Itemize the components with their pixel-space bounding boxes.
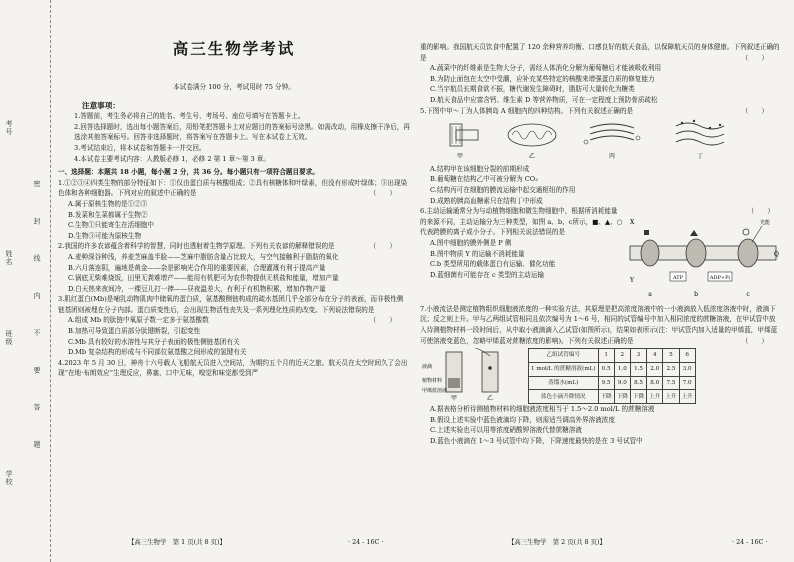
- name-label: 姓名: [5, 250, 13, 266]
- test-tube-figure: [420, 348, 520, 404]
- option: D.成熟的胰高血糖素只在结构丁中形成: [430, 196, 543, 205]
- table-cell: 3.0: [679, 362, 695, 376]
- question-3: [58, 294, 410, 358]
- table-cell: 下降: [630, 390, 646, 404]
- table-cell: 1: [598, 349, 614, 363]
- option: B.加热可导致蛋白质部分肽键断裂，引起变性: [68, 327, 201, 336]
- option: A.组成 Mb 的肽链中氧原子数一定多于氨基酸数: [68, 316, 209, 325]
- page-2-code: · 24 - 16C ·: [732, 538, 768, 547]
- question-stem: 6.主动运输通常分为与动植物细胞和微生物细胞中，根据所消耗能量的来源不同，主动运输分为三种类型，如图 a、b、c所示，■、▲、○代表跨膜的离子或小分子。下列相关说法错误的是: [420, 207, 623, 237]
- tube-jia-label: 甲: [450, 395, 458, 403]
- table-cell: 上升: [647, 390, 663, 404]
- exam-subtitle: 本试卷满分 100 分，考试用时 75 分钟。: [173, 83, 295, 91]
- answer-paren: （ ）: [741, 106, 768, 115]
- table-cell: 蓝色小滴升降情况: [529, 390, 599, 404]
- table-cell: 上升: [679, 390, 695, 404]
- option: D.蓝色小液滴在 1～3 号试管中均下降，下降速度最快的是在 3 号试管中: [430, 436, 643, 445]
- note-item: 4.本试卷主要考试内容：人教版必修 1，必修 2 第 1 章～第 3 章。: [74, 154, 270, 163]
- question-stem: 1.①②③④四类生物的部分特征如下：①仅由蛋白质与核酸组成；②具有核糖体和叶绿素，但没有形成叶绿体；③出现染色体和各种细胞器。下列对应的叙述中正确的是: [58, 178, 408, 198]
- adp-label: ADP+Pi: [709, 275, 731, 282]
- answer-paren: （ ）: [369, 242, 396, 251]
- option: B.六月落连阴，遍地是黄金——杂是影响光合作用的重要因素，合理灌溉有利于提高产量: [68, 263, 326, 272]
- question-4-start: [58, 358, 410, 379]
- type-a-label: a: [648, 291, 652, 299]
- question-4-cont: [420, 42, 782, 106]
- question-6: [420, 206, 782, 304]
- table-cell: 上升: [663, 390, 679, 404]
- table-cell: 8.0: [647, 376, 663, 390]
- table-cell: 1.0: [614, 362, 630, 376]
- page-1-code: · 24 - 16C ·: [348, 538, 384, 547]
- option: C.当宇航员长期食欲不振，糖代谢发生障碍时，脂肪可大量转化为糖类: [430, 85, 635, 94]
- question-7: [420, 304, 782, 447]
- type-b-label: b: [694, 291, 698, 299]
- tube-yi-label: 乙: [486, 395, 494, 403]
- table-cell: 9.5: [598, 376, 614, 390]
- note-item: 2.回答选择题时，选出每小题答案后，用铅笔把答题卡上对应题目的答案标号涂黑。如需改动，用橡皮擦干净后，再选涂其他答案标号。回答非选择题时，将答案写在答题卡上。写在本试卷上无效。: [74, 122, 410, 142]
- option: A.麦种深谷种浅，养麦芝麻盖半脸——芝麻中脂肪含量占比较大，与空气接触利于脂肪的氧化: [68, 252, 339, 261]
- question-stem: 重的影响。我国航天员饮食中配置了 120 余种营养均衡、口感良好的航天食品，以保障航天员的身体健康。下列叙述正确的是: [420, 43, 780, 62]
- note-item: 3.考试结束后，将本试卷和答题卡一并交回。: [74, 143, 206, 152]
- fig-label-ding: 丁: [696, 153, 704, 161]
- page-2-column: [420, 0, 782, 562]
- table-row: [529, 390, 696, 404]
- option: B.葡萄糖在结构乙中可被分解为 CO₂: [430, 175, 538, 184]
- page-1-column: [58, 0, 410, 562]
- page-1-footer: 【高三生物学 第 1 页(共 8 页)】: [128, 538, 226, 547]
- option: B.为防止面包在太空中受潮，应补充某些特定的核酸来增强蛋白质的修复能力: [430, 74, 655, 83]
- option: D.Mb 复杂结构的形成与不同部位氨基酸之间形成的氢键有关: [68, 348, 247, 357]
- option: C.结构丙可在细胞的膜流运输中起交通枢纽的作用: [430, 185, 576, 194]
- table-cell: 6: [679, 349, 695, 363]
- question-5: [420, 106, 782, 207]
- page-2-footer: 【高三生物学 第 2 页(共 8 页)】: [508, 538, 606, 547]
- table-cell: 3: [630, 349, 646, 363]
- table-cell: 乙组试管编号: [529, 349, 599, 363]
- option: A.图中细胞的膜外侧是 P 侧: [430, 238, 512, 247]
- table-cell: 2.0: [647, 362, 663, 376]
- option: B.图中物质 Y 的运输不消耗能量: [430, 249, 525, 258]
- question-stem: 2.我国的许多农谚蕴含着科学的智慧，同时也透射着生物学原理。下列有关农谚的解释错误的是: [58, 242, 335, 251]
- option: C.上述实验也可以用等浓度硝酸钾溶液代替蔗糖溶液: [430, 426, 582, 435]
- table-cell: 0.5: [598, 362, 614, 376]
- seal-line-text: 密 封 线 内 不 要 答 题: [33, 180, 41, 462]
- option: C.Mb 具有较好的水溶性与其分子表面的极性侧链基团有关: [68, 337, 240, 346]
- table-cell: 9.0: [614, 376, 630, 390]
- section-heading: 一、选择题：本题共 18 小题，每小题 2 分，共 36 分。每小题只有一项符合题目要求。: [58, 168, 319, 177]
- question-stem: 7.小液流法是测定植物组织细胞液浓度的一种实验方法，其原理是把高浓度溶液中的一小液滴放入低浓度溶液中时，液滴下沉；反之则上升。甲与乙两组试管相同且依次编号为 1～6 号，相同的试管编号中加入相同浓度的蔗糖溶液，在甲试管中放入待测植物材料一段时间后，从中取小液滴滴入乙试管(如图所示)，结果如表所示(注：甲试管内加入适量的甲烯蓝，甲烯蓝可使溶液变蓝色，忽略甲烯蓝对蔗糖浓度的影响)。下列有关叙述正确的是: [420, 304, 778, 345]
- option: D.航天食品中应富含钙、维生素 D 等营养物质，可在一定程度上预防骨质疏松: [430, 95, 658, 104]
- fig-label-yi: 乙: [528, 153, 536, 161]
- organelle-figure: [420, 116, 760, 160]
- option: D.蓝细菌有可能存在 c 类型的主动运输: [430, 270, 544, 279]
- centrosome-figure: [450, 124, 478, 146]
- table-cell: 下降: [614, 390, 630, 404]
- class-label: 班级: [5, 330, 13, 346]
- option: D.白天热来夜间冷，一棵豆儿打一捧——昼夜温差大，有利于有机物积累，增加作物产量: [68, 284, 326, 293]
- material-label: 植物材料: [422, 378, 443, 385]
- option: B.发菜和生菜都属于生物②: [68, 210, 148, 219]
- answer-paren: （ ）: [741, 53, 768, 62]
- table-cell: 8.5: [630, 376, 646, 390]
- table-cell: 蒸馏水(mL): [529, 376, 599, 390]
- golgi-figure: [584, 124, 640, 144]
- option: C.b 类型所用的载体蛋白有运输、催化功能: [430, 260, 556, 269]
- table-cell: 2.5: [663, 362, 679, 376]
- notes-list: [58, 111, 410, 164]
- option: A.属于原核生物的是①②③: [68, 199, 148, 208]
- fig-label-jia: 甲: [456, 153, 464, 161]
- table-row: [529, 376, 696, 390]
- question-2: [58, 241, 410, 294]
- answer-paren: （ ）: [369, 189, 396, 198]
- droplet-label: 液滴: [422, 364, 433, 371]
- option: A.蔬菜中的纤维素是生物大分子，需经人体消化分解为葡萄糖后才能被吸收利用: [430, 64, 662, 73]
- table-header-row: [529, 349, 696, 363]
- atp-label: ATP: [672, 275, 684, 282]
- question-stem: 4.2023 年 5 月 30 日，神舟十六号载人飞船航天员进入空间站，为期约五个月的近天之旅。航天员在太空时间久了会出现“在地·布朗效应”生理反应，鼻塞，口中无味，嗅觉和味觉都受到严: [58, 358, 408, 378]
- fig-label-bing: 丙: [608, 153, 616, 161]
- binding-strip: [0, 0, 51, 562]
- light-label: 光能: [760, 220, 771, 227]
- y-label: Y: [630, 277, 634, 285]
- school-label: 学校: [5, 470, 13, 486]
- question-stem: 5.下图中甲～丁为人体胰岛 A 细胞内的四种结构。下列有关叙述正确的是: [420, 106, 634, 115]
- note-item: 1.答题前，考生务必将自己的姓名、考生号、考场号、座位号填写在答题卡上。: [74, 112, 305, 121]
- q-label: Q: [774, 251, 779, 259]
- table-cell: 5: [663, 349, 679, 363]
- x-label: X: [630, 219, 635, 227]
- table-row: [529, 362, 696, 376]
- answer-paren: （ ）: [741, 336, 768, 345]
- table-cell: 4: [647, 349, 663, 363]
- table-cell: 下降: [598, 390, 614, 404]
- answer-paren: （ ）: [369, 316, 396, 325]
- exam-id-label: 考号: [5, 120, 13, 136]
- table-cell: 1.5: [630, 362, 646, 376]
- sucrose-table: [528, 348, 696, 404]
- option: A.据表格分析待测植物材料的细胞液浓度相当于 1.5～2.0 mol/L 的蔗糖溶液: [430, 405, 655, 414]
- page-title: 高三生物学考试: [172, 39, 296, 58]
- mitochondrion-figure: [508, 124, 556, 146]
- table-cell: 7.5: [663, 376, 679, 390]
- option: B.假设上述实验中蓝色液滴均下降，则需适当调高外界溶液浓度: [430, 415, 615, 424]
- question-1: [58, 178, 410, 242]
- answer-paren: （ ）: [747, 207, 774, 216]
- option: D.生物③可能为原核生物: [68, 231, 142, 240]
- type-c-label: c: [746, 291, 750, 299]
- option: C.生物①只能寄生在活细胞中: [68, 221, 155, 230]
- q7-figure-and-table: [420, 348, 782, 404]
- transport-figure: [624, 212, 782, 300]
- table-cell: 1 mol/L 的蔗糖溶液(mL): [529, 362, 599, 376]
- table-cell: 7.0: [679, 376, 695, 390]
- er-ribosome-figure: [676, 120, 724, 145]
- dye-label: 甲烯蓝溶液: [422, 388, 448, 395]
- option: A.结构甲在该细胞分裂的前期形成: [430, 164, 530, 173]
- notes-heading: 注意事项：: [82, 100, 120, 110]
- table-cell: 2: [614, 349, 630, 363]
- question-stem: 3.肌红蛋白(Mb)是哺乳动物肌肉中储氧的蛋白质，氨基酸侧链构成的疏水基团几乎全部分布在分子的表面，而非极性侧链基团则被埋在分子内部。蛋白质变性后，会出现生物活性丧失及一系列理化性质的改变。下列说法错误的是: [58, 295, 404, 314]
- option: C.锅底无柴难烧饭，田里无粪难增产——能用有机肥可为农作物提供无机盐和能量，增加产量: [68, 274, 339, 283]
